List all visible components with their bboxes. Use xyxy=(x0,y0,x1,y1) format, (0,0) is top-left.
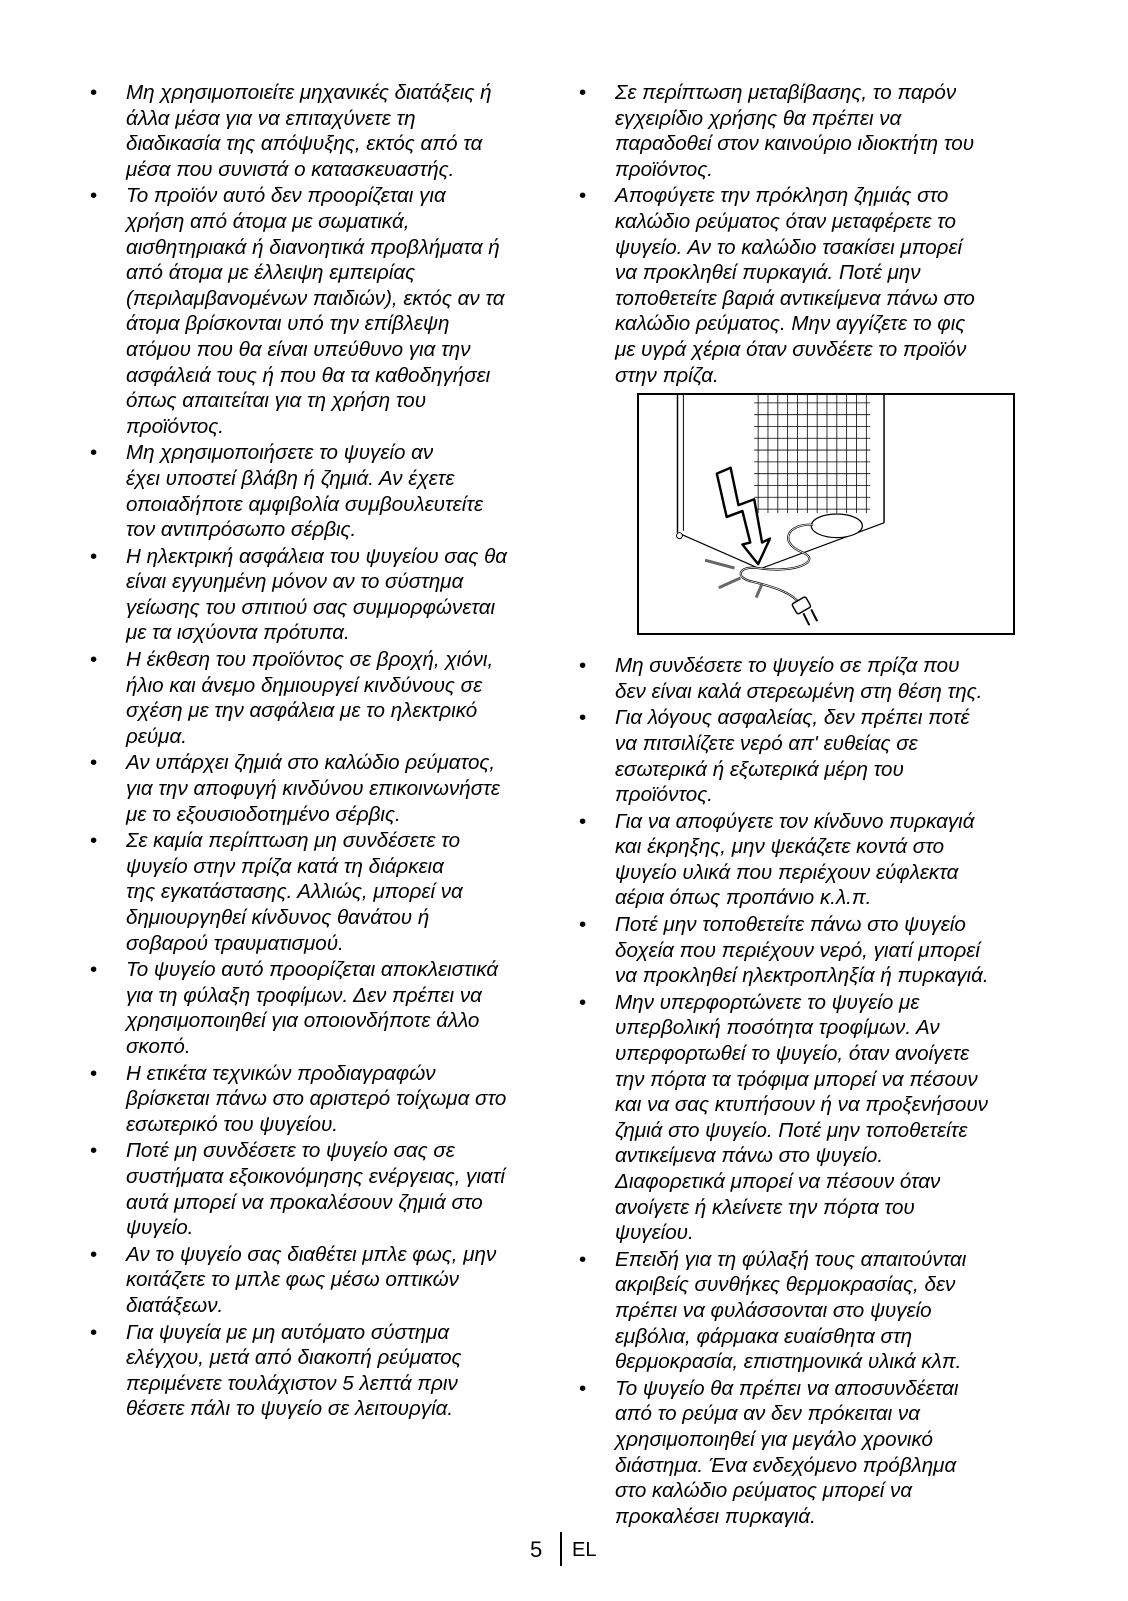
list-item: • Μη χρησιμοποιήσετε το ψυγείο αν έχει υποστεί βλάβη ή ζημιά. Αν έχετε οποιαδήποτε αμφιβολία συμβουλευτείτε τον αντιπρόσωπο σέρβις. xyxy=(86,440,566,542)
compressor xyxy=(811,514,862,538)
list-item: • Για ψυγεία με μη αυτόματο σύστημα ελέγχου, μετά από διακοπή ρεύματος περιμένετε τουλάχιστον 5 λεπτά πριν θέσετε πάλι το ψυγείο σε λειτουργία. xyxy=(86,1320,566,1422)
list-item: • Η ηλεκτρική ασφάλεια του ψυγείου σας θα είναι εγγυημένη μόνον αν το σύστημα γείωσης του σπιτιού σας συμμορφώνεται με τα ισχύοντα πρότυπα. xyxy=(86,544,566,646)
condenser-coil xyxy=(754,395,870,513)
list-item: • Σε καμία περίπτωση μη συνδέσετε το ψυγείο στην πρίζα κατά τη διάρκεια της εγκατάστασης. Αλλιώς, μπορεί να δημιουργηθεί κίνδυνος θανάτου ή σοβαρού τραυματισμού. xyxy=(86,828,566,956)
list-item: • Η ετικέτα τεχνικών προδιαγραφών βρίσκεται πάνω στο αριστερό τοίχωμα στο εσωτερικό του ψυγείου. xyxy=(86,1061,566,1138)
language-code: EL xyxy=(572,1539,597,1561)
list-item: • Αν υπάρχει ζημιά στο καλώδιο ρεύματος, για την αποφυγή κινδύνου επικοινωνήστε με το εξουσιοδοτημένο σέρβις. xyxy=(86,750,566,827)
list-item: • Το ψυγείο αυτό προορίζεται αποκλειστικά για τη φύλαξη τροφίμων. Δεν πρέπει να χρησιμοποιηθεί για οποιονδήποτε άλλο σκοπό. xyxy=(86,957,566,1059)
page-number: 5 xyxy=(530,1537,543,1562)
list-item: • Σε περίπτωση μεταβίβασης, το παρόν εγχειρίδιο χρήσης θα πρέπει να παραδοθεί στον καινούριο ιδιοκτήτη του προϊόντος. xyxy=(575,80,1055,182)
safety-list-left xyxy=(86,80,566,1422)
list-item: • Ποτέ μην τοποθετείτε πάνω στο ψυγείο δοχεία που περιέχουν νερό, γιατί μπορεί να προκληθεί ηλεκτροπληξία ή πυρκαγιά. xyxy=(575,912,1055,989)
right-column xyxy=(575,80,1055,1530)
list-item: • Το προϊόν αυτό δεν προορίζεται για χρήση από άτομα με σωματικά, αισθητηριακά ή διανοητικά προβλήματα ή από άτομα με έλλειψη εμπειρίας (περιλαμβανομένων παιδιών), εκτός αν τα άτομα βρίσκονται υπό την επίβλεψη ατόμου που θα είναι υπεύθυνο για την ασφάλειά τους ή που θα τα καθοδηγήσει όπως απαιτείται για τη χρήση του προϊόντος. xyxy=(86,183,566,439)
list-item: • Αποφύγετε την πρόκληση ζημιάς στο καλώδιο ρεύματος όταν μεταφέρετε το ψυγείο. Αν το καλώδιο τσακίσει μπορεί να προκληθεί πυρκαγιά. Ποτέ μην τοποθετείτε βαριά αντικείμενα πάνω στο καλώδιο ρεύματος. Μην αγγίζετε το φις με υγρά χέρια όταν συνδέετε το προϊόν στην πρίζα. xyxy=(575,183,1055,388)
refrigerator-cord-illustration xyxy=(639,395,1013,633)
list-item: • Μην υπερφορτώνετε το ψυγείο με υπερβολική ποσότητα τροφίμων. Αν υπερφορτωθεί το ψυγείο, όταν ανοίγετε την πόρτα τα τρόφιμα μπορεί να πέσουν και να σας κτυπήσουν ή να προξενήσουν ζημιά στο ψυγείο. Ποτέ μην τοποθετείτε αντικείμενα πάνω στο ψυγείο. Διαφορετικά μπορεί να πέσουν όταν ανοίγετε ή κλείνετε την πόρτα του ψυγείου. xyxy=(575,990,1055,1246)
left-column xyxy=(86,80,566,1423)
lightning-arrow-icon xyxy=(717,468,770,564)
safety-list-right-top xyxy=(575,80,1055,388)
list-item: • Αν το ψυγείο σας διαθέτει μπλε φως, μην κοιτάζετε το μπλε φως μέσω οπτικών διατάξεων. xyxy=(86,1242,566,1319)
list-item: • Για να αποφύγετε τον κίνδυνο πυρκαγιά και έκρηξης, μην ψεκάζετε κοντά στο ψυγείο υλικά που περιέχουν εύφλεκτα αέρια όπως προπάνιο κ.λ.π. xyxy=(575,809,1055,911)
list-item: • Η έκθεση του προϊόντος σε βροχή, χιόνι, ήλιο και άνεμο δημιουργεί κινδύνους σε σχέση με την ασφάλεια με το ηλεκτρικό ρεύμα. xyxy=(86,647,566,749)
list-item: • Μη συνδέσετε το ψυγείο σε πρίζα που δεν είναι καλά στερεωμένη στη θέση της. xyxy=(575,653,1055,704)
list-item: • Ποτέ μη συνδέσετε το ψυγείο σας σε συστήματα εξοικονόμησης ενέργειας, γιατί αυτά μπορεί να προκαλέσουν ζημιά στο ψυγείο. xyxy=(86,1138,566,1240)
list-item: • Μη χρησιμοποιείτε μηχανικές διατάξεις ή άλλα μέσα για να επιταχύνετε τη διαδικασία της απόψυξης, εκτός από τα μέσα που συνιστά ο κατασκευαστής. xyxy=(86,80,566,182)
power-cord-warning-illustration xyxy=(637,393,1015,635)
footer-divider xyxy=(560,1532,562,1566)
list-item: • Για λόγους ασφαλείας, δεν πρέπει ποτέ να πιτσιλίζετε νερό απ' ευθείας σε εσωτερικά ή εξωτερικά μέρη του προϊόντος. xyxy=(575,705,1055,807)
list-item: • Επειδή για τη φύλαξή τους απαιτούνται ακριβείς συνθήκες θερμοκρασίας, δεν πρέπει να φυλάσσονται στο ψυγείο εμβόλια, φάρμακα ευαίσθητα στη θερμοκρασία, επιστημονικά υλικά κλπ. xyxy=(575,1247,1055,1375)
safety-list-right-bottom xyxy=(575,653,1055,1529)
list-item: • Το ψυγείο θα πρέπει να αποσυνδέεται από το ρεύμα αν δεν πρόκειται να χρησιμοποιηθεί για μεγάλο χρονικό διάστημα. Ένα ενδεχόμενο πρόβλημα στο καλώδιο ρεύματος μπορεί να προκαλέσει πυρκαγιά. xyxy=(575,1376,1055,1530)
